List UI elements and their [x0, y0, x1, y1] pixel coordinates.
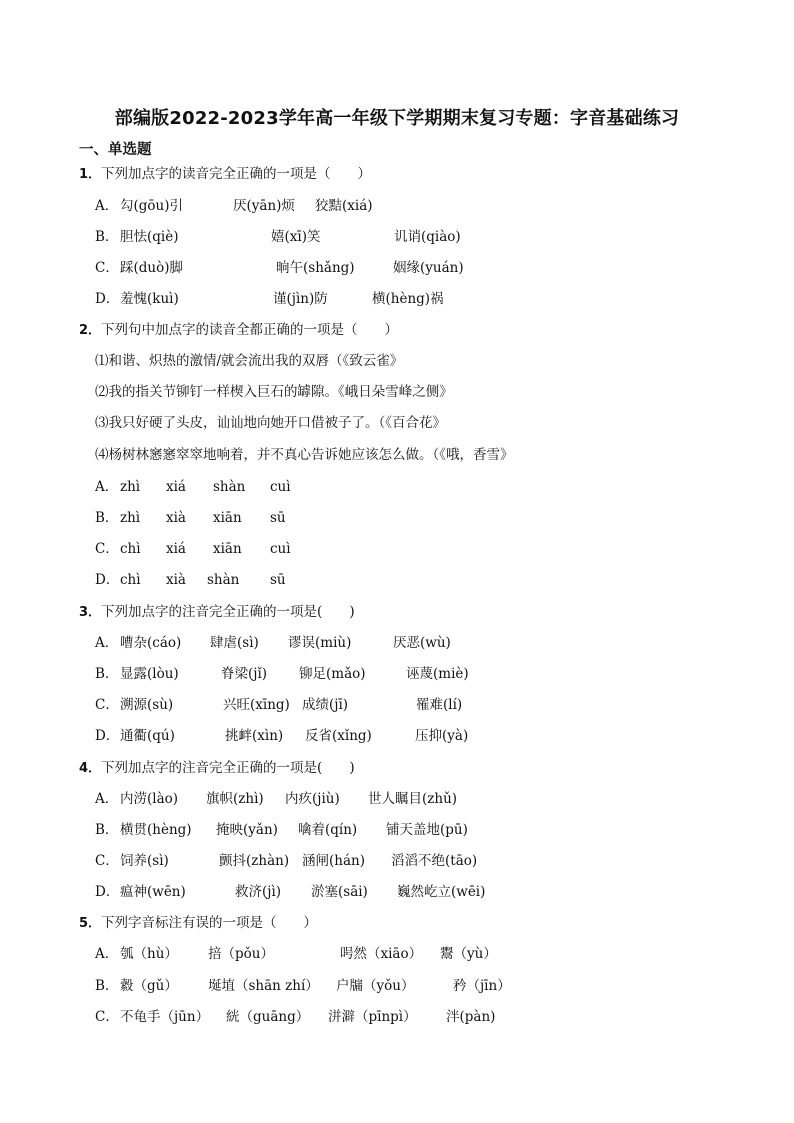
option-item: 踩(duò)脚 — [120, 260, 183, 276]
option-item: shàn — [207, 572, 240, 588]
option-item: 泮(pàn) — [446, 1009, 496, 1025]
sentence-4: ⑷杨树林窸窸窣窣地响着，并不真心告诉她应该怎么做。（《哦，香雪》 — [95, 447, 514, 463]
option-item: 厌(yān)烦 — [233, 198, 295, 214]
option-item: 兴旺(xīng) — [223, 697, 290, 713]
option-item: 讥诮(qiào) — [394, 229, 461, 245]
option-item: 诬蔑(miè) — [406, 666, 469, 682]
option-item: 厌恶(wù) — [393, 635, 451, 651]
question-number: 2． — [79, 323, 102, 338]
question-stem: 下列加点字的注音完全正确的一项是( ) — [101, 604, 355, 620]
option-1d — [95, 290, 444, 308]
option-letter: B． — [95, 229, 119, 245]
option-item: 洴澼（pīnpì） — [328, 1009, 417, 1025]
option-item: 罹难(lí) — [416, 697, 463, 713]
option-item: 世人瞩目(zhǔ) — [368, 791, 458, 807]
question-stem: 下列字音标注有误的一项是（ ） — [101, 915, 318, 931]
sentence-1: ⑴和谐、炽热的激情/就会流出我的双唇（《致云雀》 — [95, 353, 404, 369]
question-number: 1． — [79, 167, 102, 182]
option-item: 晌午(shǎng) — [276, 260, 355, 276]
option-item: 羞愧(kuì) — [120, 291, 179, 307]
option-item: 矜（jīn） — [453, 978, 511, 994]
option-item: 瘟神(wēn) — [120, 884, 186, 900]
option-letter: A． — [95, 198, 119, 214]
option-letter: B． — [95, 666, 119, 682]
option-item: 絖（guāng） — [226, 1009, 310, 1025]
option-letter: B． — [95, 822, 119, 838]
option-item: 挑衅(xìn) — [225, 728, 284, 744]
option-5a — [95, 945, 497, 963]
option-item: 横(hèng)祸 — [372, 291, 444, 307]
option-letter: D． — [95, 884, 120, 900]
option-item: 谬误(miù) — [288, 635, 352, 651]
option-letter: B． — [95, 510, 119, 526]
option-item: 横贯(hèng) — [120, 822, 192, 838]
option-item: 掩映(yǎn) — [216, 822, 278, 838]
question-3 — [79, 603, 355, 622]
option-letter: D． — [95, 291, 120, 307]
option-item: 脊梁(jǐ) — [221, 666, 268, 682]
section-heading: 一、单选题 — [79, 142, 152, 158]
option-item: 压抑(yà) — [415, 728, 469, 744]
option-item: cuì — [270, 541, 291, 557]
option-letter: C． — [95, 853, 119, 869]
option-1b — [95, 228, 461, 246]
option-item: 显露(lòu) — [120, 666, 179, 682]
question-stem: 下列加点字的注音完全正确的一项是( ) — [101, 760, 355, 776]
option-item: 狡黠(xiá) — [315, 198, 373, 214]
option-item: 巍然屹立(wēi) — [397, 884, 486, 900]
sentence-2: ⑵我的指关节铆钉一样楔入巨石的罅隙。《峨日朵雪峰之侧》 — [95, 384, 453, 400]
question-number: 3． — [79, 605, 102, 620]
option-2c — [95, 540, 291, 558]
option-item: 铺天盖地(pū) — [386, 822, 468, 838]
option-item: 呺然（xiāo） — [340, 946, 423, 962]
option-4b — [95, 821, 468, 839]
option-item: 涵闸(hán) — [302, 853, 365, 869]
option-item: 滔滔不绝(tāo) — [391, 853, 478, 869]
option-3d — [95, 727, 469, 745]
option-item: sū — [270, 510, 286, 526]
option-letter: D． — [95, 728, 120, 744]
option-item: 姻缘(yuán) — [393, 260, 464, 276]
option-item: zhì — [120, 510, 141, 526]
option-5c — [95, 1008, 496, 1026]
option-item: 溯源(sù) — [120, 697, 174, 713]
question-5 — [79, 914, 317, 933]
option-item: 瓠（hù） — [120, 946, 178, 962]
question-stem: 下列加点字的读音完全正确的一项是（ ） — [101, 166, 372, 182]
option-item: 不龟手（jūn） — [120, 1009, 210, 1025]
option-4a — [95, 790, 458, 808]
option-4d — [95, 883, 486, 901]
question-1 — [79, 165, 371, 184]
option-2a — [95, 478, 291, 496]
option-letter: A． — [95, 635, 119, 651]
question-4 — [79, 759, 355, 778]
option-item: chì — [120, 541, 141, 557]
option-item: 通衢(qú) — [120, 728, 175, 744]
option-letter: B． — [95, 978, 119, 994]
option-letter: D． — [95, 572, 120, 588]
option-item: 埏埴（shān zhí） — [208, 978, 319, 994]
option-letter: A． — [95, 479, 119, 495]
page-title: 部编版2022-2023学年高一年级下学期期末复习专题：字音基础练习 — [114, 108, 680, 129]
option-2d — [95, 571, 286, 589]
option-item: 勾(gōu)引 — [120, 198, 183, 214]
option-item: xiá — [166, 479, 186, 495]
option-letter: A． — [95, 791, 119, 807]
option-letter: A． — [95, 946, 119, 962]
option-item: sū — [270, 572, 286, 588]
option-item: xiá — [166, 541, 186, 557]
option-item: 铆足(mǎo) — [299, 666, 366, 682]
option-letter: C． — [95, 1009, 119, 1025]
option-item: 内涝(lào) — [120, 791, 179, 807]
question-2 — [79, 321, 398, 340]
option-5b — [95, 977, 511, 995]
option-2b — [95, 509, 286, 527]
option-4c — [95, 852, 478, 870]
option-item: 縠（gǔ） — [120, 978, 178, 994]
option-item: chì — [120, 572, 141, 588]
option-item: 颤抖(zhàn) — [219, 853, 290, 869]
option-3c — [95, 696, 463, 714]
option-item: 成绩(jī) — [302, 697, 349, 713]
option-item: shàn — [213, 479, 246, 495]
option-item: 嘈杂(cáo) — [120, 635, 182, 651]
option-letter: C． — [95, 541, 119, 557]
question-stem: 下列句中加点字的读音全都正确的一项是（ ） — [101, 322, 399, 338]
option-item: 噙着(qín) — [298, 822, 358, 838]
sentence-3: ⑶我只好硬了头皮，讪讪地向她开口借被子了。（《百合花》 — [95, 415, 446, 431]
option-item: 反省(xǐng) — [305, 728, 372, 744]
option-item: 掊（pǒu） — [208, 946, 274, 962]
option-item: 旗帜(zhì) — [206, 791, 264, 807]
option-item: cuì — [270, 479, 291, 495]
option-item: xià — [166, 510, 186, 526]
option-item: xià — [166, 572, 186, 588]
option-item: xiān — [213, 510, 242, 526]
option-item: zhì — [120, 479, 141, 495]
question-number: 5． — [79, 916, 102, 931]
option-item: 救济(jì) — [235, 884, 282, 900]
option-item: 内疚(jiù) — [285, 791, 340, 807]
option-item: 嬉(xī)笑 — [271, 229, 321, 245]
option-1a — [95, 197, 373, 215]
option-item: 户牖（yǒu） — [336, 978, 415, 994]
option-item: 饲养(sì) — [120, 853, 169, 869]
option-item: 胆怯(qiè) — [120, 229, 179, 245]
option-3a — [95, 634, 451, 652]
option-item: 肆虐(sì) — [210, 635, 259, 651]
option-item: xiān — [213, 541, 242, 557]
option-item: 谨(jìn)防 — [273, 291, 328, 307]
option-letter: C． — [95, 697, 119, 713]
option-3b — [95, 665, 469, 683]
option-letter: C． — [95, 260, 119, 276]
option-1c — [95, 259, 464, 277]
option-item: 鬻（yù） — [440, 946, 497, 962]
question-number: 4． — [79, 761, 102, 776]
option-item: 淤塞(sāi) — [311, 884, 368, 900]
